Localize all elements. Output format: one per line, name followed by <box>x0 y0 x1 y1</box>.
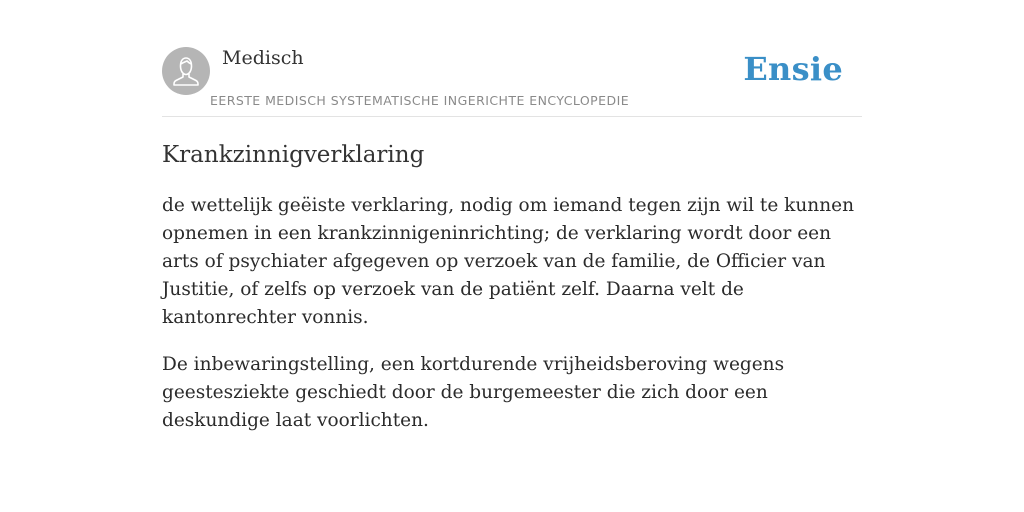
article-paragraph: De inbewaringstelling, een kortdurende vrijheidsberoving wegens geestesziekte geschiedt door de burgemeester die zich door een deskundige laat voorlichten. <box>162 354 785 431</box>
user-icon <box>162 47 210 95</box>
article-paragraph: de wettelijk geëiste verklaring, nodig om iemand tegen zijn wil te kunnen opnemen in een krankzinnigeninrichting; de verklaring wordt door een arts of psychiater afgegeven op verzoek van de familie, de Officier van Justitie, of zelfs op verzoek van de patiënt zelf. Daarna velt de kantonrechter vonnis. <box>162 195 854 328</box>
article-title: Krankzinnigverklaring <box>162 142 425 168</box>
avatar[interactable] <box>162 47 210 95</box>
source-subtitle: EERSTE MEDISCH SYSTEMATISCHE INGERICHTE ENCYCLOPEDIE <box>210 93 630 108</box>
source-name[interactable]: Medisch <box>222 47 304 69</box>
brand-logo[interactable]: Ensie <box>743 50 843 88</box>
article-body <box>162 192 862 454</box>
source-header <box>162 46 862 117</box>
